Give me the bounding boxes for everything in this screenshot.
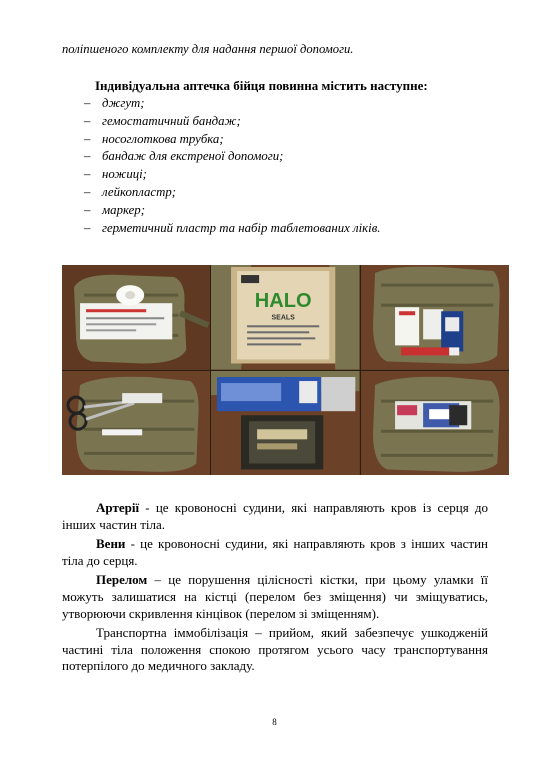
kit-heading: Індивідуальна аптечка бійця повинна містить наступне: bbox=[95, 78, 428, 93]
continued-sentence: поліпшеного комплекту для надання першої допомоги. bbox=[62, 42, 354, 56]
kit-item bbox=[84, 149, 380, 167]
kit-item-text: маркер; bbox=[102, 202, 145, 217]
kit-item-text: носоглоткова трубка; bbox=[102, 131, 224, 146]
definition-text: - це кровоносні судини, які направляють кров з інших частин тіла до серця. bbox=[62, 536, 488, 568]
page-number: 8 bbox=[272, 717, 277, 727]
photo-pouch-with-scissors bbox=[62, 371, 210, 476]
first-aid-kit-photo-collage bbox=[62, 265, 509, 475]
package-brand-text: HALO bbox=[255, 290, 312, 313]
definition-text: – це порушення цілісності кістки, при цьому уламки її можуть залишатися на кістці (перелом без зміщення) чи зміщуватись, утворюючи скривлення кінцівок (перелом зі зміщенням). bbox=[62, 572, 488, 621]
pouch-with-roll-image bbox=[62, 265, 210, 370]
kit-item bbox=[84, 114, 380, 132]
list-dash: – bbox=[84, 220, 91, 235]
kit-item bbox=[84, 132, 380, 150]
pouch-with-packets-image bbox=[361, 265, 509, 370]
list-dash: – bbox=[84, 149, 91, 164]
kit-items-list bbox=[84, 96, 380, 238]
kit-item-text: бандаж для екстреної допомоги; bbox=[102, 149, 284, 164]
definition-text: - це кровоносні судини, які направляють кров із серця до інших частин тіла. bbox=[62, 500, 488, 532]
halo-package-image bbox=[211, 265, 359, 370]
definition-term: Вени bbox=[96, 536, 126, 552]
pouch-open-supplies-image bbox=[361, 371, 509, 476]
kit-item bbox=[84, 96, 380, 114]
photo-pouch-open-supplies bbox=[361, 371, 509, 476]
definition-term: Артерії bbox=[96, 500, 140, 515]
package-sub-text: SEALS bbox=[271, 314, 296, 322]
kit-item-text: герметичний пластр та набір таблетованих ліків. bbox=[102, 220, 381, 235]
definition-immobilization bbox=[62, 625, 488, 675]
kit-item bbox=[84, 185, 380, 203]
definition-veins bbox=[62, 536, 488, 569]
list-dash: – bbox=[84, 202, 91, 217]
definition-arteries bbox=[62, 500, 488, 533]
kit-item-text: джгут; bbox=[102, 96, 145, 110]
kit-item bbox=[84, 167, 380, 185]
kit-item bbox=[84, 221, 380, 239]
list-dash: – bbox=[84, 167, 91, 182]
pouch-with-scissors-image bbox=[62, 371, 210, 476]
blue-pack-bandage-image bbox=[211, 371, 359, 476]
list-dash: – bbox=[84, 131, 91, 146]
list-dash: – bbox=[84, 113, 91, 128]
photo-pouch-with-roll bbox=[62, 265, 210, 370]
kit-item-text: лейкопластр; bbox=[102, 184, 176, 199]
list-dash: – bbox=[84, 96, 91, 110]
definition-fracture bbox=[62, 572, 488, 622]
photo-halo-package bbox=[211, 265, 359, 370]
definition-text: Транспортна іммобілізація – прийом, який забезпечує ушкодженій частині тіла положення спокою протягом усього часу транспортування потерпілого до медичного закладу. bbox=[62, 625, 488, 674]
photo-pouch-with-packets bbox=[361, 265, 509, 370]
list-dash: – bbox=[84, 184, 91, 199]
kit-item-text: ножиці; bbox=[102, 167, 147, 182]
photo-blue-pack-bandage bbox=[211, 371, 359, 476]
kit-item bbox=[84, 203, 380, 221]
kit-item-text: гемостатичний бандаж; bbox=[102, 113, 241, 128]
definition-term: Перелом bbox=[96, 572, 148, 588]
definitions-section bbox=[62, 500, 488, 678]
